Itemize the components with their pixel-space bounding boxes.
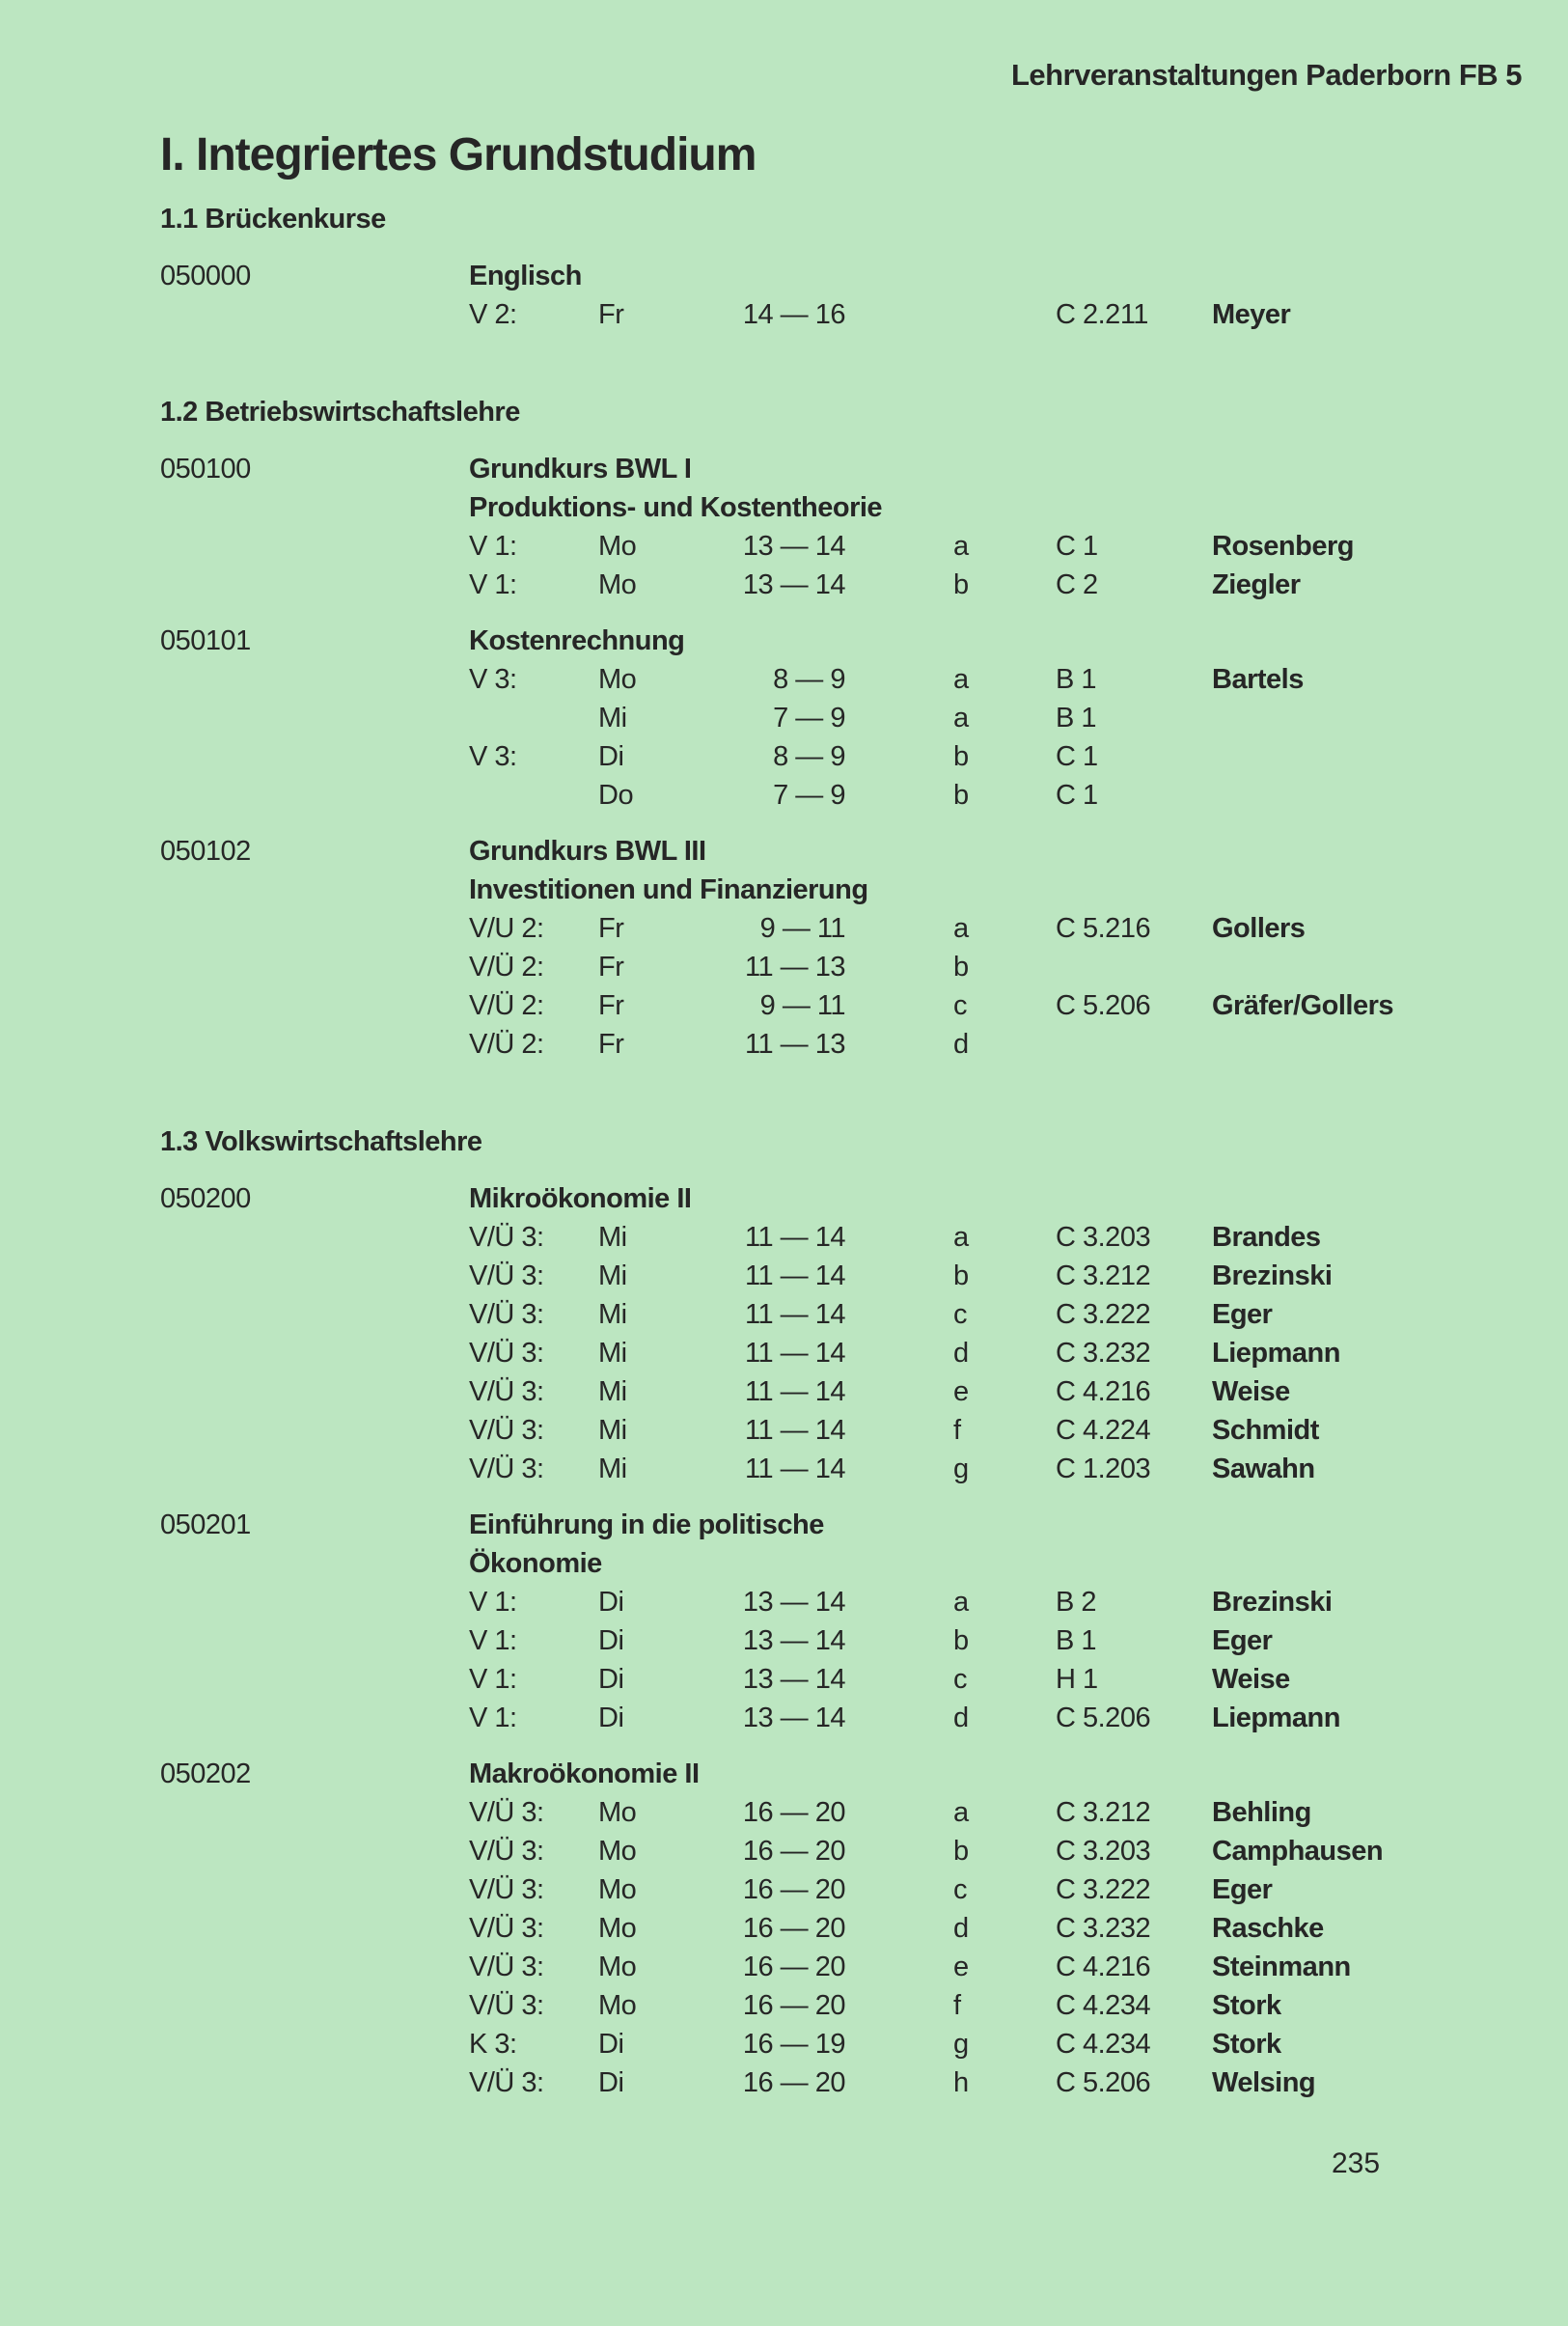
lecturer: Brezinski: [1212, 1587, 1333, 1618]
course-code: 050101: [160, 625, 251, 656]
section-heading: 1.2 Betriebswirtschaftslehre: [160, 397, 520, 428]
room: C 4.216: [1056, 1376, 1151, 1407]
time-slot: 16 — 19: [742, 2029, 845, 2060]
time-slot: 11 — 13: [745, 952, 845, 983]
schedule-row: [469, 1699, 1511, 1737]
schedule-row: [469, 566, 1511, 604]
time-slot: 11 — 14: [745, 1222, 845, 1253]
group-letter: d: [953, 1338, 969, 1369]
room: C 3.203: [1056, 1836, 1151, 1867]
lecturer: Brandes: [1212, 1222, 1321, 1253]
weekday: Mo: [598, 1797, 637, 1828]
course-code: 050000: [160, 261, 251, 291]
course-type: K 3:: [469, 2029, 517, 2060]
room: C 2.211: [1056, 299, 1148, 330]
schedule-row: [469, 1334, 1511, 1372]
course-type: V/Ü 2:: [469, 990, 544, 1021]
schedule-row: [469, 776, 1511, 815]
course-type: V 1:: [469, 1587, 517, 1618]
group-letter: b: [953, 780, 969, 811]
course-type: V 2:: [469, 299, 517, 330]
lecturer: Schmidt: [1212, 1415, 1319, 1446]
course-listing: [160, 126, 1511, 2161]
course-type: V/Ü 3:: [469, 1338, 544, 1369]
weekday: Mo: [598, 1990, 637, 2021]
group-letter: b: [953, 1836, 969, 1867]
lecturer: Behling: [1212, 1797, 1311, 1828]
course-block: [160, 1506, 1511, 1737]
schedule-row: [469, 1621, 1511, 1660]
time-slot: 11 — 14: [745, 1338, 845, 1369]
schedule-row: [469, 2063, 1511, 2102]
course-type: V 1:: [469, 1664, 517, 1695]
lecturer: Gräfer/Gollers: [1212, 990, 1394, 1021]
time-slot: 11 — 14: [745, 1260, 845, 1291]
weekday: Mo: [598, 664, 637, 695]
group-letter: b: [953, 1260, 969, 1291]
room: C 2: [1056, 569, 1098, 600]
group-letter: b: [953, 952, 969, 983]
schedule-row: [469, 1793, 1511, 1832]
page-title: I. Integriertes Grundstudium: [160, 129, 756, 180]
lecturer: Camphausen: [1212, 1836, 1384, 1867]
course-title: Englisch: [469, 261, 582, 291]
page-number: 235: [1332, 2147, 1381, 2179]
lecturer: Steinmann: [1212, 1952, 1351, 1982]
room: C 3.232: [1056, 1913, 1151, 1944]
group-letter: c: [953, 1299, 967, 1330]
lecturer: Meyer: [1212, 299, 1291, 330]
time-slot: 9 — 11: [759, 913, 845, 944]
lecturer: Liepmann: [1212, 1338, 1340, 1369]
course-type: V/Ü 3:: [469, 1260, 544, 1291]
group-letter: a: [953, 1587, 969, 1618]
section: [160, 200, 1511, 334]
room: C 4.234: [1056, 2029, 1151, 2060]
room: C 3.222: [1056, 1874, 1151, 1905]
weekday: Mi: [598, 1454, 627, 1484]
lecturer: Stork: [1212, 1990, 1281, 2021]
room: C 1: [1056, 531, 1098, 562]
lecturer: Liepmann: [1212, 1703, 1340, 1733]
room: C 5.206: [1056, 990, 1151, 1021]
course-type: V/Ü 3:: [469, 1952, 544, 1982]
room: C 4.216: [1056, 1952, 1151, 1982]
schedule-row: [469, 1025, 1511, 1064]
group-letter: h: [953, 2067, 969, 2098]
weekday: Mo: [598, 569, 637, 600]
weekday: Mi: [598, 1299, 627, 1330]
schedule-row: [469, 1986, 1511, 2025]
schedule-row: [469, 1870, 1511, 1909]
room: B 1: [1056, 703, 1097, 734]
course-type: V/Ü 3:: [469, 1874, 544, 1905]
room: C 5.206: [1056, 1703, 1151, 1733]
group-letter: c: [953, 1664, 967, 1695]
sections: [160, 200, 1511, 2102]
time-slot: 13 — 14: [742, 1587, 845, 1618]
weekday: Di: [598, 2067, 624, 2098]
course-title: Einführung in die politische: [469, 1509, 824, 1540]
course-title: Mikroökonomie II: [469, 1183, 692, 1214]
lecturer: Gollers: [1212, 913, 1306, 944]
weekday: Di: [598, 2029, 624, 2060]
time-slot: 7 — 9: [773, 780, 845, 811]
course-title: Grundkurs BWL III: [469, 836, 706, 867]
lecturer: Sawahn: [1212, 1454, 1315, 1484]
lecturer: Weise: [1212, 1664, 1290, 1695]
time-slot: 16 — 20: [742, 1990, 845, 2021]
schedule-row: [469, 1295, 1511, 1334]
course-block: [160, 1179, 1511, 1488]
schedule-row: [469, 2025, 1511, 2063]
schedule-row: [469, 1909, 1511, 1948]
lecturer: Bartels: [1212, 664, 1304, 695]
schedule-row: [469, 909, 1511, 948]
time-slot: 11 — 13: [745, 1029, 845, 1060]
weekday: Di: [598, 1703, 624, 1733]
weekday: Mi: [598, 1222, 627, 1253]
course-type: V/Ü 3:: [469, 1836, 544, 1867]
group-letter: d: [953, 1703, 969, 1733]
group-letter: c: [953, 1874, 967, 1905]
schedule-row: [469, 1583, 1511, 1621]
weekday: Di: [598, 1625, 624, 1656]
weekday: Mi: [598, 1260, 627, 1291]
course-block: [160, 832, 1511, 1064]
room: C 4.234: [1056, 1990, 1151, 2021]
group-letter: e: [953, 1376, 969, 1407]
course-type: V/Ü 3:: [469, 1222, 544, 1253]
schedule-row: [469, 1450, 1511, 1488]
room: C 1: [1056, 780, 1098, 811]
lecturer: Brezinski: [1212, 1260, 1333, 1291]
course-title: Grundkurs BWL I: [469, 454, 692, 485]
room: C 5.216: [1056, 913, 1151, 944]
schedule-row: [469, 1948, 1511, 1986]
group-letter: a: [953, 703, 969, 734]
course-type: V/Ü 2:: [469, 952, 544, 983]
room: C 3.203: [1056, 1222, 1151, 1253]
weekday: Fr: [598, 990, 624, 1021]
weekday: Mo: [598, 1836, 637, 1867]
course-title: Kostenrechnung: [469, 625, 685, 656]
course-type: V 3:: [469, 741, 517, 772]
schedule-row: [469, 737, 1511, 776]
time-slot: 9 — 11: [759, 990, 845, 1021]
lecturer: Ziegler: [1212, 569, 1301, 600]
group-letter: a: [953, 913, 969, 944]
time-slot: 11 — 14: [745, 1454, 845, 1484]
time-slot: 14 — 16: [742, 299, 845, 330]
group-letter: a: [953, 1797, 969, 1828]
time-slot: 7 — 9: [773, 703, 845, 734]
time-slot: 13 — 14: [742, 1625, 845, 1656]
lecturer: Stork: [1212, 2029, 1281, 2060]
weekday: Fr: [598, 952, 624, 983]
weekday: Mi: [598, 1338, 627, 1369]
weekday: Fr: [598, 299, 624, 330]
weekday: Mo: [598, 1913, 637, 1944]
weekday: Mi: [598, 1376, 627, 1407]
room: C 3.212: [1056, 1260, 1151, 1291]
course-block: [160, 257, 1511, 334]
course-type: V/Ü 3:: [469, 1376, 544, 1407]
lecturer: Eger: [1212, 1299, 1273, 1330]
lecturer: Eger: [1212, 1625, 1273, 1656]
section-heading: 1.3 Volkswirtschaftslehre: [160, 1126, 482, 1157]
time-slot: 16 — 20: [742, 2067, 845, 2098]
running-header: Lehrveranstaltungen Paderborn FB 5: [1010, 58, 1522, 92]
time-slot: 11 — 14: [745, 1415, 845, 1446]
course-code: 050201: [160, 1509, 251, 1540]
course-type: V/Ü 3:: [469, 1797, 544, 1828]
weekday: Mi: [598, 1415, 627, 1446]
lecturer: Weise: [1212, 1376, 1290, 1407]
lecturer: Raschke: [1212, 1913, 1324, 1944]
group-letter: e: [953, 1952, 969, 1982]
time-slot: 13 — 14: [742, 1703, 845, 1733]
group-letter: d: [953, 1913, 969, 1944]
course-type: V/Ü 3:: [469, 1299, 544, 1330]
group-letter: g: [953, 1454, 969, 1484]
course-type: V 1:: [469, 1625, 517, 1656]
lecturer: Eger: [1212, 1874, 1273, 1905]
group-letter: b: [953, 1625, 969, 1656]
room: C 1.203: [1056, 1454, 1151, 1484]
course-type: V 1:: [469, 569, 517, 600]
room: C 4.224: [1056, 1415, 1151, 1446]
course-code: 050200: [160, 1183, 251, 1214]
weekday: Do: [598, 780, 634, 811]
group-letter: b: [953, 741, 969, 772]
group-letter: g: [953, 2029, 969, 2060]
course-type: V/Ü 3:: [469, 1913, 544, 1944]
schedule-row: [469, 660, 1511, 699]
time-slot: 13 — 14: [742, 1664, 845, 1695]
course-type: V/Ü 3:: [469, 1415, 544, 1446]
schedule-row: [469, 1660, 1511, 1699]
schedule-row: [469, 527, 1511, 566]
time-slot: 16 — 20: [742, 1952, 845, 1982]
room: C 3.212: [1056, 1797, 1151, 1828]
schedule-row: [469, 295, 1511, 334]
section: [160, 1122, 1511, 2102]
weekday: Mo: [598, 1952, 637, 1982]
course-type: V 1:: [469, 531, 517, 562]
course-code: 050100: [160, 454, 251, 485]
course-type: V/Ü 3:: [469, 1990, 544, 2021]
group-letter: b: [953, 569, 969, 600]
schedule-row: [469, 1411, 1511, 1450]
weekday: Mo: [598, 1874, 637, 1905]
course-block: [160, 1755, 1511, 2102]
lecturer: Rosenberg: [1212, 531, 1354, 562]
course-block: [160, 622, 1511, 815]
weekday: Di: [598, 1587, 624, 1618]
time-slot: 16 — 20: [742, 1797, 845, 1828]
group-letter: c: [953, 990, 967, 1021]
section: [160, 393, 1511, 1064]
room: H 1: [1056, 1664, 1098, 1695]
course-block: [160, 450, 1511, 604]
weekday: Di: [598, 741, 624, 772]
group-letter: f: [953, 1990, 961, 2021]
time-slot: 16 — 20: [742, 1913, 845, 1944]
course-code: 050102: [160, 836, 251, 867]
course-type: V 1:: [469, 1703, 517, 1733]
schedule-row: [469, 699, 1511, 737]
course-type: V/Ü 3:: [469, 1454, 544, 1484]
room: C 1: [1056, 741, 1098, 772]
room: B 1: [1056, 1625, 1097, 1656]
room: B 2: [1056, 1587, 1097, 1618]
time-slot: 13 — 14: [742, 531, 845, 562]
time-slot: 16 — 20: [742, 1836, 845, 1867]
course-type: V/U 2:: [469, 913, 544, 944]
weekday: Mi: [598, 703, 627, 734]
time-slot: 13 — 14: [742, 569, 845, 600]
schedule-row: [469, 1832, 1511, 1870]
course-type: V/Ü 2:: [469, 1029, 544, 1060]
course-type: V 3:: [469, 664, 517, 695]
room: C 3.232: [1056, 1338, 1151, 1369]
time-slot: 8 — 9: [773, 664, 845, 695]
schedule-row: [469, 948, 1511, 986]
time-slot: 11 — 14: [745, 1376, 845, 1407]
course-title: Ökonomie: [469, 1548, 602, 1579]
course-title: Investitionen und Finanzierung: [469, 874, 868, 905]
schedule-row: [469, 1372, 1511, 1411]
schedule-row: [469, 1257, 1511, 1295]
weekday: Fr: [598, 1029, 624, 1060]
course-title: Makroökonomie II: [469, 1758, 700, 1789]
room: B 1: [1056, 664, 1097, 695]
group-letter: d: [953, 1029, 969, 1060]
schedule-row: [469, 986, 1511, 1025]
weekday: Mo: [598, 531, 637, 562]
course-type: V/Ü 3:: [469, 2067, 544, 2098]
group-letter: a: [953, 664, 969, 695]
weekday: Di: [598, 1664, 624, 1695]
room: C 3.222: [1056, 1299, 1151, 1330]
room: C 5.206: [1056, 2067, 1151, 2098]
group-letter: f: [953, 1415, 961, 1446]
time-slot: 11 — 14: [745, 1299, 845, 1330]
section-heading: 1.1 Brückenkurse: [160, 204, 386, 235]
group-letter: a: [953, 1222, 969, 1253]
course-code: 050202: [160, 1758, 251, 1789]
time-slot: 16 — 20: [742, 1874, 845, 1905]
schedule-row: [469, 1218, 1511, 1257]
weekday: Fr: [598, 913, 624, 944]
lecturer: Welsing: [1212, 2067, 1316, 2098]
group-letter: a: [953, 531, 969, 562]
time-slot: 8 — 9: [773, 741, 845, 772]
course-title: Produktions- und Kostentheorie: [469, 492, 883, 523]
